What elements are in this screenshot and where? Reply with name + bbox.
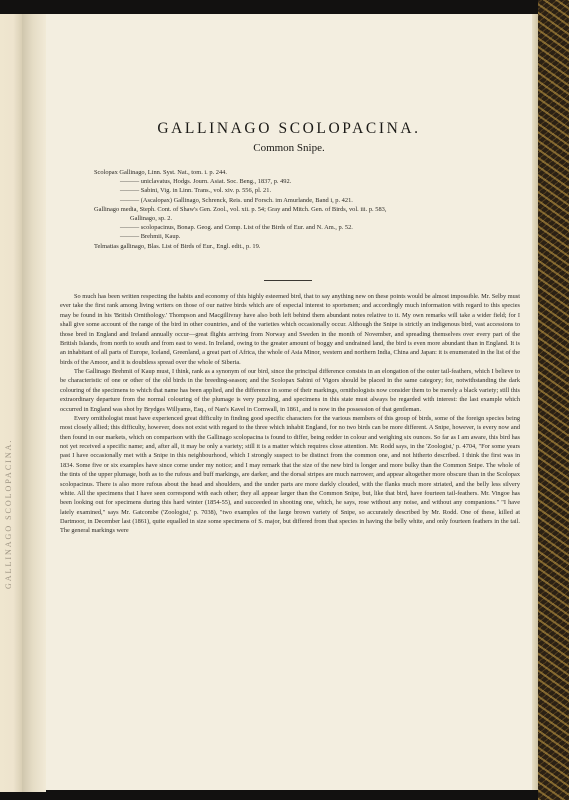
paragraph: Every ornithologist must have experienced great difficulty in finding good specific characters for the various members of this group of birds, some of the foreign species being most closely allied; this difficulty, however, does not exist with regard to the three which inhabit England, for no two birds can be more different. A Snipe, however, is every now and then found in our markets, which on comparison with the Gallinago scolopacina is found to differ, being redder in colour and weighing six ounces. So far as I am aware, this bird has not yet received a specific name; and, after all, it may be only a variety; still it is a matter which requires close attention. Mr. Rodd says, in the 'Zoologist,' p. 4704, "For some years past I have occasionally met with a Snipe in this neighbourhood, which I strongly suspect to be distinct from the common one, and not hitherto described. I think the first was in 1834. Some five or six examples have since come under my notice; and I may remark that the size of the new bird is longer and more bulky than the Common Snipe. The whole of the tints of the upper plumage, both as to the rufous and buff markings, are darker, and the dorsal stripes are much narrower, and appear altogether more obscure than in the Scolopax scolopacinus. There is also more rufous about the head and shoulders, and the under parts are more darkly clouded, with the flanks much more striated, and the belly less silvery white. All the specimens that I have seen correspond with each other; they all appear larger than the Common Snipe, but, like that bird, have fourteen tail-feathers. Mr. Vingoe has been looking out for specimens during this hard winter (1854-55), and succeeded in shooting one, which, he says, rose without any noise, and without any companions." "I have lately examined," says Mr. Gatcombe ('Zoologist,' p. 7038), "two examples of the large brown variety of Snipe, so accurately described by Mr. Rodd. One of these, killed at Dartmoor, in December last (1861), quite equalled in size some specimens of S. major, but differed from that species in having the belly white, and only fourteen feathers in the tail. The general markings were [60, 414, 520, 535]
synonym-line: Scolopax Gallinago, Linn. Syst. Nat., tom. i. p. 244. [94, 169, 227, 176]
left-page-running-title: GALLINAGO SCOLOPACINA. [4, 438, 13, 590]
body-text [60, 292, 520, 536]
species-title: GALLINAGO SCOLOPACINA. [157, 120, 421, 137]
common-name: Common Snipe. [253, 142, 325, 154]
left-page-edge [0, 14, 22, 792]
synonymy-list [94, 168, 514, 251]
marbled-endpaper [538, 0, 569, 800]
synonym-line: Telmatias gallinago, Blas. List of Birds of Eur., Engl. edit., p. 19. [94, 242, 261, 250]
synonym-line: ——— scolopacinus, Bonap. Geog. and Comp. List of the Birds of Eur. and N. Am., p. 52. [120, 224, 353, 232]
synonym-line: ——— Sabini, Vig. in Linn. Trans., vol. xiv. p. 556, pl. 21. [120, 187, 272, 195]
paragraph: So much has been written respecting the habits and economy of this highly esteemed bird, that to say anything new on these points would be almost impossible. Mr. Selby must ever take the first rank among living writers on those of our native birds which are of especial interest to sportsmen; and accordingly much information with regard to this species may be found in his 'British Ornithology.' Thompson and Macgillivray have also both left behind them abundant notes relative to it. My own remarks will take a wider field; for I shall give some account of the range of the bird in other countries, and of the varieties which occasionally occur. Although the Snipe is strictly an indigenous bird, vast accessions to those bred in England and Ireland annually occur—great flights arriving from Norway and Sweden in the month of November, and spreading themselves over every part of the British Islands, from north to south and from east to west. In Ireland, owing to the greater amount of boggy and undrained land, the bird is even more abundant than in England. It is an inhabitant of all parts of Europe, Iceland, Greenland, a great part of Africa, the whole of Asia Minor, western and northern India, China and Japan: it is enumerated in the list of the birds of the Amoor, and it is doubtless spread over the whole of Siberia. [60, 293, 520, 366]
synonym-line: Gallinago, sp. 2. [130, 215, 173, 223]
book-gutter [22, 14, 46, 792]
section-divider [264, 280, 312, 281]
page-content [46, 14, 532, 790]
synonym-line: ——— (Ascalopax) Gallinago, Schrenck, Reis. und Forsch. im Amurlande, Band i, p. 421. [120, 196, 353, 204]
synonym-line: Gallinago media, Steph. Cont. of Shaw's Gen. Zool., vol. xii. p. 54; Gray and Mitch. Gen. of Birds, vol. iii. p. 583, [94, 205, 387, 213]
synonym-line: ——— Brehmii, Kaup. [120, 233, 181, 241]
synonym-line: ——— uniclavatus, Hodgs. Journ. Asiat. Soc. Beng., 1837, p. 492. [120, 178, 292, 186]
paragraph: The Gallinago Brehmii of Kaup must, I think, rank as a synonym of our bird, since the principal difference consists in an elongation of the outer tail-feathers, which I believe to be characteristic of one or other of the old birds in the breeding-season; and the Scolopax Sabini of Vigors should be placed in the same category; for, notwithstanding the dark colouring of the specimens to which that name has been applied, and the difference in some of their markings, ornithologists now consider them to be merely a black variety; still this extraordinary departure from the normal colouring of the plumage is very puzzling, and specimens in this state must always be regarded with interest: the last example which occurred in England was shot by Brydges Willyams, Esq., of Nan's Kavel in Cornwall, in 1861, and is now in the possession of that gentleman. [60, 368, 520, 413]
